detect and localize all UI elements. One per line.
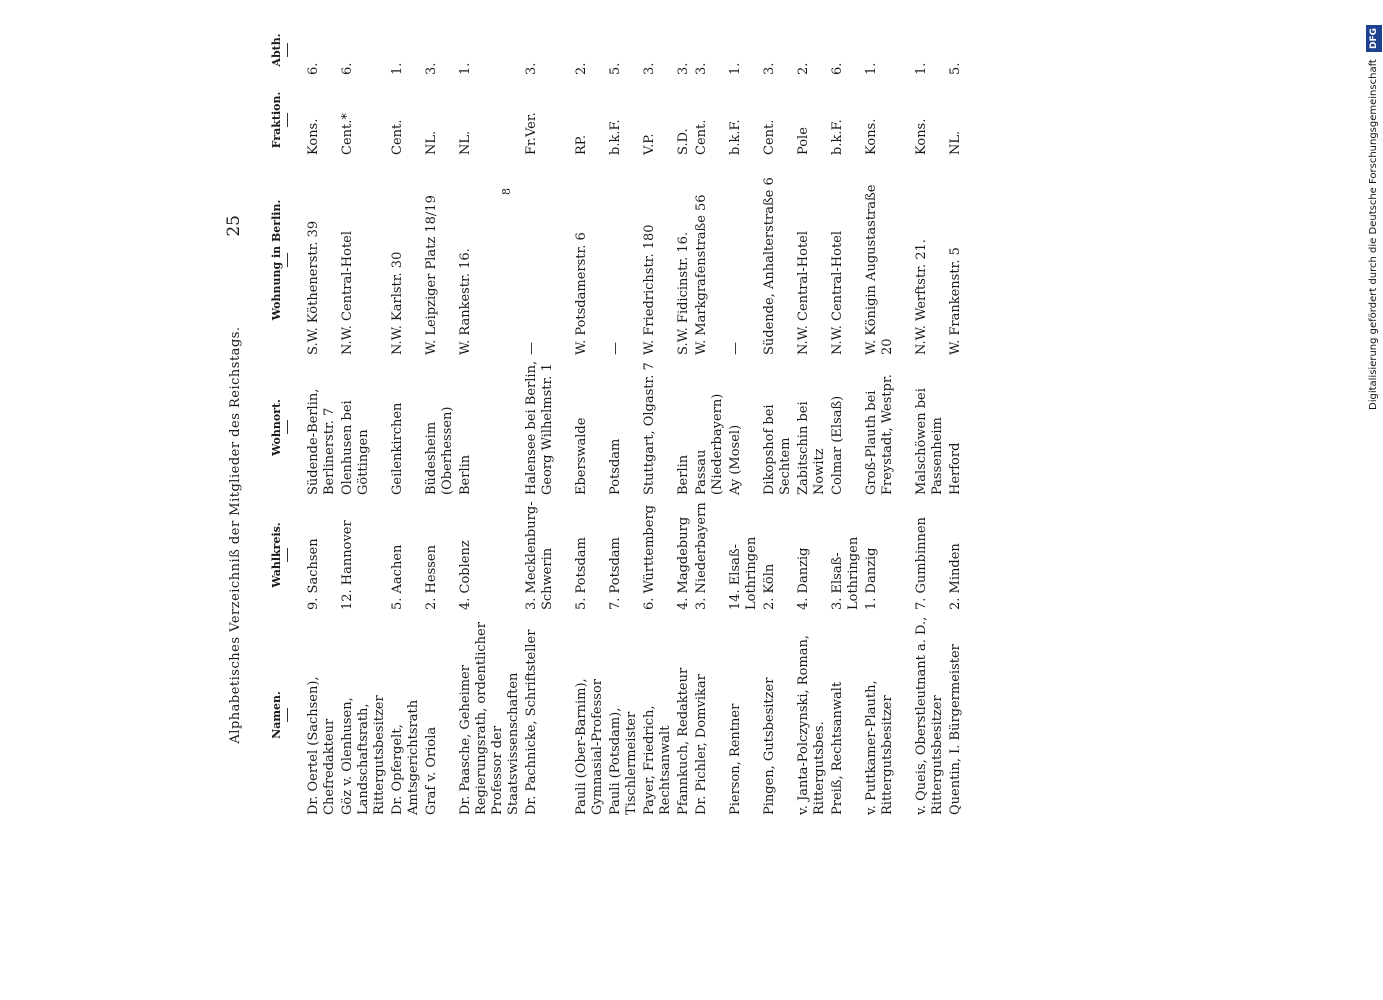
- member-berlin-address: —: [608, 342, 623, 355]
- table-row: [694, 62, 728, 815]
- member-name: Dr. Oertel (Sachsen), Chefredakteur: [306, 676, 337, 815]
- member-wahlkreis: 5. Potsdam: [574, 537, 589, 610]
- member-wahlkreis: 3. Mecklenburg-Schwerin: [524, 501, 555, 610]
- member-name: Dr. Pichler, Domvikar: [694, 674, 709, 815]
- member-wohnort: Dikopshof bei Sechtem: [762, 404, 793, 495]
- member-abteilung: 3.: [524, 62, 539, 75]
- column-header-fraktion: Fraktion.: [270, 85, 288, 155]
- member-wahlkreis: 3. Elsaß-Lothringen: [830, 536, 861, 610]
- member-wahlkreis: 2. Hessen: [424, 545, 439, 610]
- member-wahlkreis: 6. Württemberg: [642, 505, 657, 610]
- member-abteilung: 1.: [458, 62, 473, 75]
- member-name: Quentin, I. Bürgermeister: [948, 644, 963, 815]
- member-wahlkreis: 4. Danzig: [796, 547, 811, 610]
- member-wohnort: Herford: [948, 442, 963, 495]
- member-wahlkreis: 1. Danzig: [864, 547, 879, 610]
- table-row: [914, 62, 948, 815]
- column-headers: [270, 33, 298, 815]
- member-wohnort: Halensee bei Berlin, Georg Wilhelmstr. 1: [524, 360, 555, 495]
- member-wahlkreis: 7. Gumbinnen: [914, 517, 929, 610]
- member-wohnort: Berlin: [458, 454, 473, 495]
- member-berlin-address: —: [524, 342, 539, 355]
- member-fraktion: Kons.: [914, 118, 929, 155]
- member-berlin-address: W. Frankenstr. 5: [948, 247, 963, 355]
- table-row: [728, 62, 762, 815]
- member-wohnort: Ay (Mosel): [728, 424, 743, 495]
- table-row: [676, 62, 694, 815]
- member-name: Dr. Opfergelt, Amtsgerichtsrath: [390, 699, 421, 815]
- member-name: Pauli (Ober-Barnim), Gymnasial-Professor: [574, 678, 605, 815]
- document-page: [210, 33, 1110, 815]
- member-berlin-address: W. Königin Augustastraße 20: [864, 184, 895, 355]
- column-header-wahlkreis: Wahlkreis.: [270, 500, 288, 610]
- member-abteilung: 1.: [864, 62, 879, 75]
- column-header-wohnung: Wohnung in Berlin.: [270, 165, 288, 355]
- member-wohnort: Geilenkirchen: [390, 402, 405, 495]
- member-berlin-address: N.W. Werftstr. 21.: [914, 239, 929, 355]
- member-abteilung: 3.: [694, 62, 709, 75]
- table-row: [762, 62, 796, 815]
- member-fraktion: b.k.F.: [728, 119, 743, 155]
- member-fraktion: V.P.: [642, 133, 657, 155]
- member-wohnort: Colmar (Elsaß): [830, 395, 845, 495]
- member-berlin-address: N.W. Karlstr. 30: [390, 251, 405, 355]
- member-name: Dr. Pachnicke, Schriftsteller: [524, 629, 539, 815]
- table-row: [608, 62, 642, 815]
- member-name: Pfannkuch, Redakteur: [676, 667, 691, 815]
- member-name: v. Janta-Polczynski, Roman, Rittergutsbes.: [796, 635, 827, 815]
- funding-text: Digitalisierung gefördert durch die Deutsche Forschungsgemeinschaft: [1368, 59, 1379, 410]
- member-fraktion: Kons.: [864, 118, 879, 155]
- rotated-page-content: [210, 33, 1110, 815]
- member-fraktion: b.k.F.: [608, 119, 623, 155]
- member-wahlkreis: 2. Minden: [948, 543, 963, 610]
- member-name: Pauli (Potsdam), Tischlermeister: [608, 707, 639, 815]
- member-wahlkreis: 4. Magdeburg: [676, 516, 691, 610]
- table-row: [306, 62, 340, 815]
- member-wahlkreis: 9. Sachsen: [306, 538, 321, 610]
- member-name: Payer, Friedrich, Rechtsanwalt: [642, 705, 673, 815]
- table-row: [524, 62, 574, 815]
- member-abteilung: 6.: [306, 62, 321, 75]
- member-fraktion: NL.: [948, 130, 963, 155]
- member-wahlkreis: 2. Köln: [762, 563, 777, 610]
- signature-mark: 8: [500, 188, 513, 195]
- dfg-logo: DFG: [1366, 25, 1382, 52]
- page-number: 25: [224, 215, 244, 237]
- member-wahlkreis: 4. Coblenz: [458, 540, 473, 610]
- member-wohnort: Olenhusen bei Göttingen: [340, 400, 371, 495]
- table-row: [390, 62, 424, 815]
- member-name: Pierson, Rentner: [728, 703, 743, 815]
- column-header-abteilung: Abth.: [270, 25, 288, 75]
- table-row: [458, 62, 524, 815]
- member-name: Pingen, Gutsbesitzer: [762, 677, 777, 815]
- table-row: [948, 62, 966, 815]
- table-row: [424, 62, 458, 815]
- member-fraktion: NL.: [424, 130, 439, 155]
- member-fraktion: Cent.: [762, 119, 777, 155]
- member-wohnort: Passau (Niederbayern): [694, 393, 725, 495]
- member-wohnort: Zabitschin bei Nowitz: [796, 401, 827, 495]
- member-name: Preiß, Rechtsanwalt: [830, 681, 845, 815]
- table-row: [642, 62, 676, 815]
- member-fraktion: Cent.: [694, 119, 709, 155]
- member-name: Graf v. Oriola: [424, 726, 439, 815]
- member-wohnort: Groß-Plauth bei Freystadt, Westpr.: [864, 374, 895, 495]
- member-fraktion: Kons.: [306, 118, 321, 155]
- member-fraktion: S.D.: [676, 128, 691, 155]
- member-fraktion: Fr.Ver.: [524, 112, 539, 155]
- member-name: Göz v. Olenhusen, Landschaftsrath, Rittergutsbesitzer: [340, 695, 387, 815]
- member-berlin-address: W. Rankestr. 16.: [458, 248, 473, 355]
- member-berlin-address: W. Leipziger Platz 18/19: [424, 195, 439, 355]
- member-wahlkreis: 12. Hannover: [340, 520, 355, 610]
- member-fraktion: Pole: [796, 127, 811, 155]
- member-abteilung: 2.: [796, 62, 811, 75]
- member-abteilung: 3.: [642, 62, 657, 75]
- member-name: v. Puttkamer-Plauth, Rittergutsbesitzer: [864, 680, 895, 815]
- member-abteilung: 5.: [948, 62, 963, 75]
- member-fraktion: NL.: [458, 130, 473, 155]
- column-header-wohnort: Wohnort.: [270, 360, 288, 495]
- member-berlin-address: S.W. Köthenerstr. 39: [306, 220, 321, 355]
- member-wahlkreis: 3. Niederbayern: [694, 502, 709, 610]
- member-wahlkreis: 14. Elsaß-Lothringen: [728, 536, 759, 610]
- member-fraktion: b.k.F.: [830, 119, 845, 155]
- table-row: [796, 62, 830, 815]
- member-name: v. Queis, Oberstleutnant a. D., Rittergutsbesitzer: [914, 616, 945, 815]
- member-fraktion: RP.: [574, 134, 589, 155]
- member-berlin-address: —: [728, 342, 743, 355]
- table-row: [340, 62, 390, 815]
- member-wohnort: Südende-Berlin, Berlinerstr. 7: [306, 388, 337, 495]
- member-abteilung: 3.: [676, 62, 691, 75]
- member-berlin-address: W. Markgrafenstraße 56: [694, 194, 709, 355]
- member-abteilung: 2.: [574, 62, 589, 75]
- member-berlin-address: W. Potsdamerstr. 6: [574, 232, 589, 355]
- member-fraktion: Cent.: [390, 119, 405, 155]
- member-abteilung: 1.: [390, 62, 405, 75]
- page-header: [224, 215, 248, 815]
- running-title: Alphabetisches Verzeichniß der Mitglieder des Reichstags.: [228, 326, 243, 744]
- table-row: [574, 62, 608, 815]
- member-wohnort: Malschöwen bei Passenheim: [914, 388, 945, 495]
- member-berlin-address: N.W. Central-Hotel: [830, 230, 845, 355]
- member-list: [306, 62, 966, 815]
- member-berlin-address: Südende, Anhalterstraße 6: [762, 177, 777, 355]
- member-wohnort: Berlin: [676, 454, 691, 495]
- member-wahlkreis: 7. Potsdam: [608, 537, 623, 610]
- member-abteilung: 5.: [608, 62, 623, 75]
- member-berlin-address: N.W. Central-Hotel: [340, 230, 355, 355]
- member-wohnort: Stuttgart, Olgastr. 7: [642, 362, 657, 495]
- funding-notice: [1366, 10, 1382, 410]
- member-fraktion: Cent.*: [340, 113, 355, 155]
- table-row: [830, 62, 864, 815]
- member-berlin-address: N.W. Central-Hotel: [796, 230, 811, 355]
- member-abteilung: 3.: [424, 62, 439, 75]
- member-wohnort: Eberswalde: [574, 417, 589, 495]
- member-abteilung: 1.: [728, 62, 743, 75]
- member-abteilung: 6.: [830, 62, 845, 75]
- member-wohnort: Büdesheim (Oberhessen): [424, 406, 455, 495]
- member-abteilung: 6.: [340, 62, 355, 75]
- member-wohnort: Potsdam: [608, 438, 623, 495]
- member-name: Dr. Paasche, Geheimer Regierungsrath, ordentlicher Professor der Staatswissenschaften: [458, 622, 521, 815]
- member-abteilung: 3.: [762, 62, 777, 75]
- member-berlin-address: S.W. Fidicinstr. 16.: [676, 231, 691, 355]
- member-abteilung: 1.: [914, 62, 929, 75]
- column-header-name: Namen.: [270, 615, 288, 815]
- table-row: [864, 62, 914, 815]
- member-wahlkreis: 5. Aachen: [390, 544, 405, 610]
- member-berlin-address: W. Friedrichstr. 180: [642, 224, 657, 355]
